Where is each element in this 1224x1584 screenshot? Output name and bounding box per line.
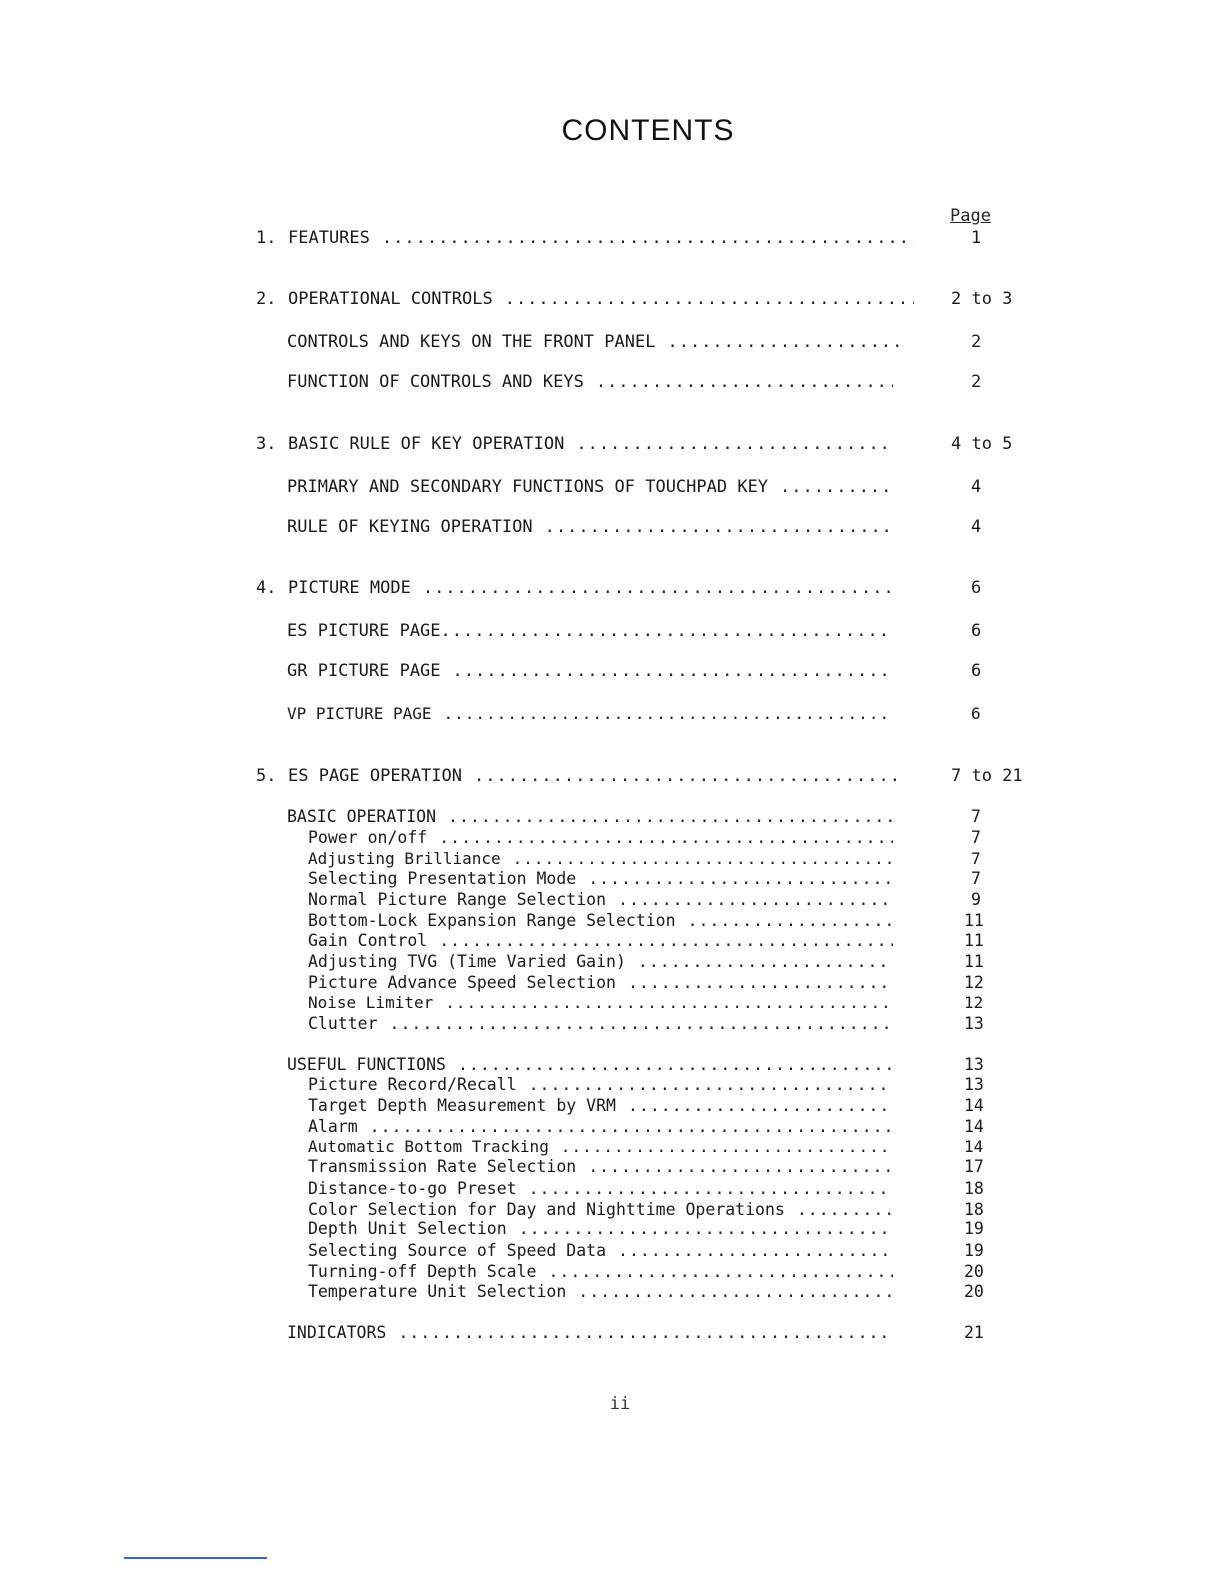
subitem-label: Gain Control (308, 931, 428, 950)
page-number: 2 (971, 332, 982, 352)
subitem-label: Color Selection for Day and Nighttime Operations (308, 1200, 785, 1219)
page-number: 4 (971, 477, 982, 497)
page-number: 17 (964, 1157, 984, 1176)
toc-subitem-depth-unit[interactable] (308, 1214, 899, 1238)
dot-leader (505, 289, 914, 309)
page-number: 2 to 3 (951, 289, 1013, 309)
page-number: 4 (971, 517, 982, 537)
page-number: 6 (971, 621, 982, 641)
subitem-label: Adjusting Brilliance (308, 849, 501, 868)
toc-page-transmission-rate (964, 1152, 1021, 1176)
page-number: 6 (971, 704, 981, 723)
page-number: 13 (964, 1055, 984, 1074)
toc-page-clutter (964, 1009, 1021, 1033)
subitem-label: Selecting Presentation Mode (308, 869, 577, 888)
page-number: 4 to 5 (951, 434, 1013, 454)
toc-item-function-of-controls[interactable] (287, 368, 899, 392)
toc-subitem-clutter[interactable] (308, 1009, 899, 1033)
item-label: VP PICTURE PAGE (287, 704, 432, 723)
section-number: 2. (256, 289, 277, 309)
page-number: 18 (964, 1200, 984, 1219)
group-label: USEFUL FUNCTIONS (287, 1055, 446, 1074)
dot-leader (576, 434, 893, 454)
subitem-label: Temperature Unit Selection (308, 1282, 567, 1301)
dot-leader (423, 578, 893, 598)
toc-item-vp-picture-page[interactable] (287, 699, 899, 723)
section-label: FEATURES (288, 228, 370, 248)
toc-page-vp-picture-page (971, 699, 1021, 723)
page-number: 7 (971, 828, 981, 847)
subitem-label: Bottom-Lock Expansion Range Selection (308, 911, 676, 930)
page-number: 21 (964, 1323, 984, 1342)
page-number: 20 (964, 1262, 984, 1281)
toc-item-es-picture-page[interactable] (287, 617, 899, 641)
dot-leader (578, 1282, 893, 1301)
page-number: 12 (964, 973, 984, 992)
section-label: OPERATIONAL CONTROLS (288, 289, 493, 309)
item-label: RULE OF KEYING OPERATION (287, 517, 533, 537)
toc-page-es-picture-page (971, 617, 1021, 641)
dot-leader (444, 704, 894, 723)
section-number: 5. (256, 766, 277, 786)
section-number: 3. (256, 434, 277, 454)
toc-page-primary-secondary (971, 473, 1021, 497)
dot-leader (382, 228, 914, 248)
page-number: 13 (964, 1014, 984, 1033)
toc-entry-basic-rule[interactable] (256, 430, 899, 454)
subitem-label: Depth Unit Selection (308, 1219, 507, 1238)
toc-page-es-page-operation (951, 762, 1041, 786)
page-number: 11 (964, 931, 984, 950)
toc-item-controls-and-keys[interactable] (287, 328, 910, 352)
page-number: 9 (971, 890, 981, 909)
subitem-label: Picture Advance Speed Selection (308, 973, 616, 992)
group-label: BASIC OPERATION (287, 807, 437, 826)
subitem-label: Alarm (308, 1117, 358, 1136)
subitem-label: Automatic Bottom Tracking (308, 1137, 549, 1156)
subitem-label: Adjusting TVG (Time Varied Gain) (308, 952, 626, 971)
page-title: CONTENTS (561, 114, 735, 147)
toc-page-temperature-unit (964, 1277, 1021, 1301)
section-number: 1. (256, 228, 277, 248)
dot-leader (441, 621, 893, 641)
group-label: INDICATORS (287, 1323, 387, 1342)
subitem-label: Clutter (308, 1014, 378, 1033)
page-number: 7 (971, 849, 981, 868)
toc-entry-es-page-operation[interactable] (256, 762, 910, 786)
page-number: 11 (964, 911, 984, 930)
toc-page-gr-picture-page (971, 657, 1021, 681)
dot-leader (667, 332, 904, 352)
toc-item-rule-of-keying[interactable] (287, 513, 899, 537)
toc-page-depth-unit (964, 1214, 1021, 1238)
section-label: PICTURE MODE (288, 578, 411, 598)
dot-leader (398, 1323, 893, 1342)
toc-page-function-of-controls (971, 368, 1021, 392)
page-column-header: Page (950, 206, 991, 226)
toc-subitem-transmission-rate[interactable] (308, 1152, 899, 1176)
page-number: 19 (964, 1219, 984, 1238)
page-number: 7 (971, 869, 981, 888)
toc-page-controls-and-keys (971, 328, 1021, 352)
page-number: 6 (971, 578, 982, 598)
subitem-label: Power on/off (308, 828, 428, 847)
toc-item-primary-secondary[interactable] (287, 473, 899, 497)
dot-leader (596, 372, 893, 392)
page-number: 19 (964, 1241, 984, 1260)
dot-leader (453, 661, 893, 681)
page-number: 13 (964, 1075, 984, 1094)
toc-page-operational-controls (951, 285, 1031, 309)
item-label: ES PICTURE PAGE (287, 621, 441, 641)
section-number: 4. (256, 578, 277, 598)
subitem-label: Distance-to-go Preset (308, 1179, 517, 1198)
toc-page-rule-of-keying (971, 513, 1021, 537)
dot-leader (780, 477, 893, 497)
scan-artifact-line (124, 1557, 267, 1559)
toc-page-indicators (964, 1318, 1021, 1342)
page-number: 18 (964, 1179, 984, 1198)
toc-page-basic-rule (951, 430, 1031, 454)
toc-entry-operational-controls[interactable] (256, 285, 920, 309)
toc-item-gr-picture-page[interactable] (287, 657, 899, 681)
toc-entry-features[interactable] (256, 224, 920, 248)
section-label: ES PAGE OPERATION (288, 766, 462, 786)
page-number: 7 (971, 807, 981, 826)
subitem-label: Picture Record/Recall (308, 1075, 517, 1094)
page-number: 7 to 21 (951, 766, 1023, 786)
item-label: PRIMARY AND SECONDARY FUNCTIONS OF TOUCHPAD KEY (287, 477, 769, 497)
subitem-label: Normal Picture Range Selection (308, 890, 607, 909)
page-number: 2 (971, 372, 982, 392)
dot-leader (545, 517, 893, 537)
page-number: 14 (964, 1096, 984, 1115)
toc-page-features (971, 224, 1031, 248)
subitem-label: Selecting Source of Speed Data (308, 1241, 607, 1260)
item-label: GR PICTURE PAGE (287, 661, 441, 681)
subitem-label: Noise Limiter (308, 993, 434, 1012)
subitem-label: Turning-off Depth Scale (308, 1262, 537, 1281)
dot-leader (474, 766, 904, 786)
toc-page-picture-mode (971, 574, 1021, 598)
page-number: 11 (964, 952, 984, 971)
page-number: 14 (964, 1137, 984, 1156)
toc-entry-picture-mode[interactable] (256, 574, 899, 598)
page-number: 6 (971, 661, 982, 681)
item-label: FUNCTION OF CONTROLS AND KEYS (287, 372, 584, 392)
subitem-label: Target Depth Measurement by VRM (308, 1096, 616, 1115)
dot-leader (390, 1014, 893, 1033)
subitem-label: Transmission Rate Selection (308, 1157, 577, 1176)
section-label: BASIC RULE OF KEY OPERATION (288, 434, 565, 454)
item-label: CONTROLS AND KEYS ON THE FRONT PANEL (287, 332, 656, 352)
page-folio: ii (609, 1394, 631, 1414)
toc-subitem-temperature-unit[interactable] (308, 1277, 899, 1301)
page-number: 14 (964, 1117, 984, 1136)
page-number: 20 (964, 1282, 984, 1301)
page-number: 12 (964, 993, 984, 1012)
toc-group-indicators[interactable] (287, 1318, 899, 1342)
page-number: 1 (971, 228, 982, 248)
